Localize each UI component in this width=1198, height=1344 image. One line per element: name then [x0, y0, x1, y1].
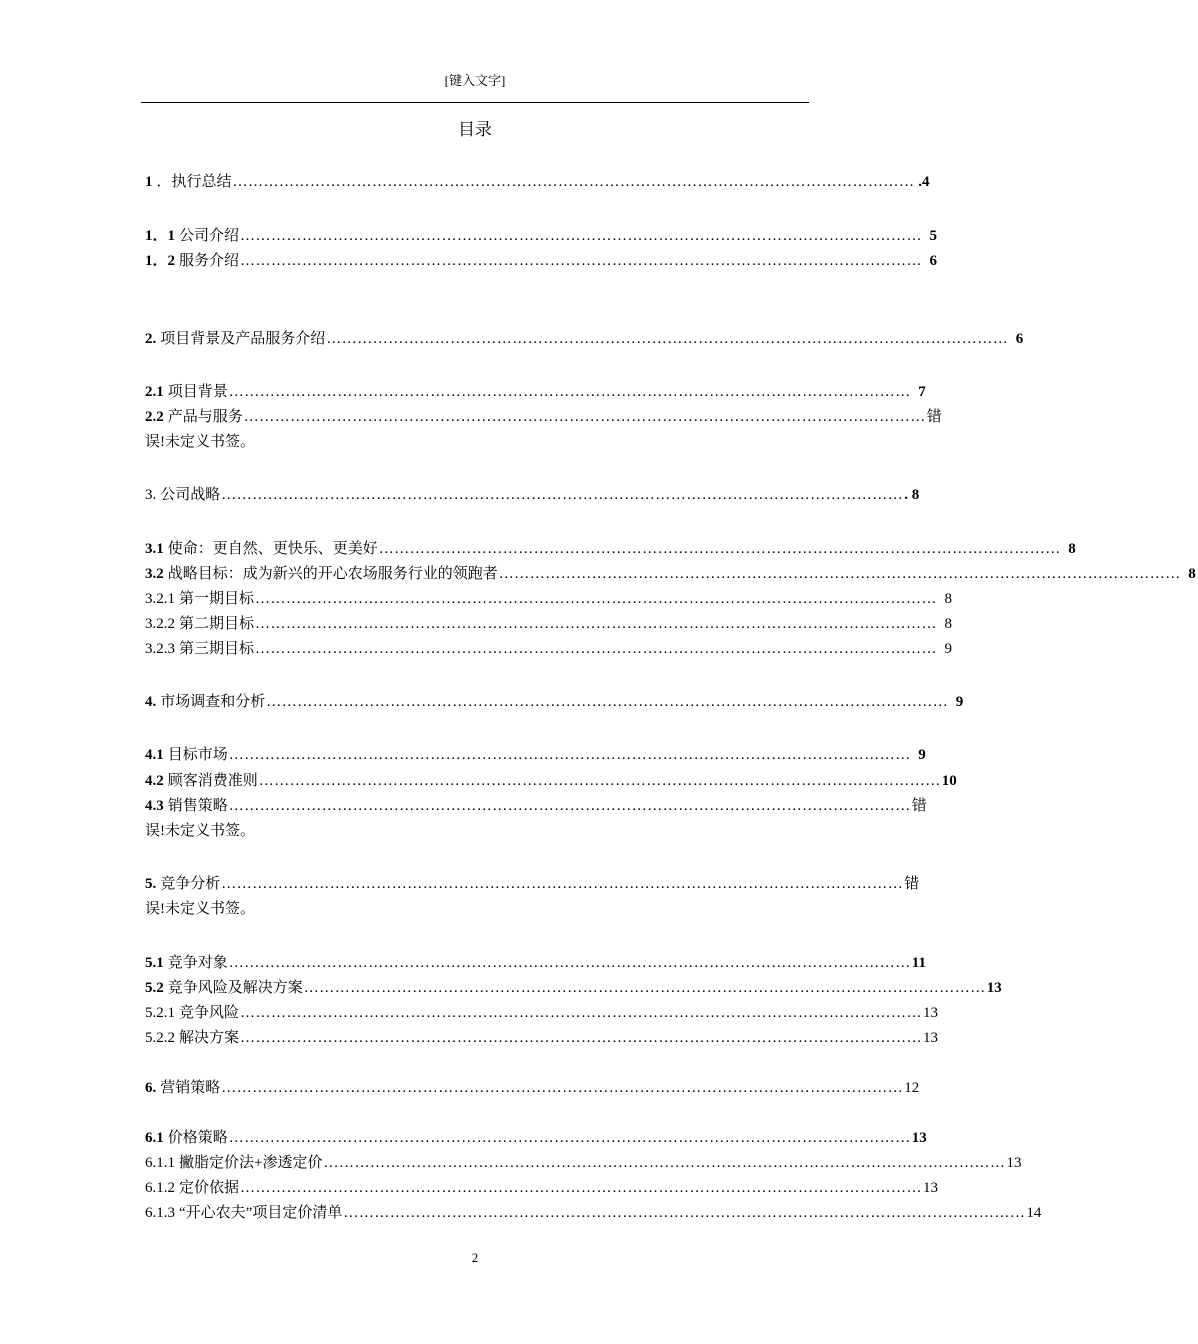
- toc-entry-title: 目标市场: [167, 747, 228, 763]
- toc-entry-page: 8: [1188, 566, 1196, 582]
- toc-entry-number: 6.1: [145, 1130, 164, 1146]
- toc-entry-title: 第一期目标: [179, 591, 255, 607]
- toc-entry[interactable]: [145, 1003, 939, 1023]
- toc-entry-label: [145, 589, 254, 609]
- toc-leader-dots: ……………………………………………………………………………………………………………………: [240, 1005, 923, 1021]
- toc-entry-title: 第三期目标: [179, 641, 255, 657]
- toc-entry[interactable]: [145, 329, 1024, 349]
- toc-entry[interactable]: [145, 1203, 1042, 1223]
- toc-entry[interactable]: [145, 796, 927, 816]
- header-divider: [141, 102, 809, 103]
- toc-leader-dots: ……………………………………………………………………………………………………………………: [266, 694, 949, 710]
- toc-entry-page: 11: [911, 955, 926, 971]
- toc-entry-page: 10: [941, 773, 957, 789]
- toc-entry-label: [145, 1153, 322, 1173]
- toc-entry-page: 13: [923, 1005, 939, 1021]
- toc-entry-page: 13: [923, 1030, 939, 1046]
- toc-entry-label: [145, 564, 498, 584]
- toc-entry-number: 3.2.1: [145, 591, 175, 607]
- toc-entry-label: [145, 251, 239, 271]
- page-number: 2: [471, 1250, 479, 1265]
- toc-entry-number: 5.2: [145, 980, 164, 996]
- toc-leader-dots: ……………………………………………………………………………………………………………………: [255, 591, 938, 607]
- toc-entry[interactable]: [145, 1078, 920, 1098]
- toc-entry-number: 1．1: [145, 228, 176, 244]
- toc-entry-title: 定价依据: [179, 1180, 240, 1196]
- toc-entry-page: . 8: [904, 487, 920, 503]
- toc-entry-label: [145, 1028, 239, 1048]
- toc-entry-title: 竞争对象: [167, 955, 228, 971]
- toc-entry-page: 错: [911, 798, 927, 814]
- toc-entry[interactable]: [145, 382, 926, 402]
- toc-entry[interactable]: [145, 226, 938, 246]
- toc-entry-label: [145, 745, 228, 765]
- toc-leader-dots: ……………………………………………………………………………………………………………………: [323, 1155, 1006, 1171]
- toc-entry-page: 13: [911, 1130, 927, 1146]
- toc-leader-dots: ……………………………………………………………………………………………………………………: [378, 541, 1061, 557]
- toc-leader-dots: ……………………………………………………………………………………………………………………: [228, 955, 911, 971]
- toc-leader-dots: ……………………………………………………………………………………………………………………: [303, 980, 986, 996]
- toc-entry-title: 第二期目标: [179, 616, 255, 632]
- toc-entry-label: [145, 978, 303, 998]
- toc-entry-continuation: 误!未定义书签。: [145, 901, 255, 917]
- toc-entry-label: [145, 407, 243, 427]
- toc-entry-page: 7: [918, 384, 926, 400]
- toc-leader-dots: ……………………………………………………………………………………………………………………: [243, 409, 926, 425]
- toc-entry-continuation: 误!未定义书签。: [145, 823, 255, 839]
- toc-entry-label: [145, 1178, 239, 1198]
- toc-title: 目录: [458, 120, 492, 139]
- toc-entry-number: 4.: [145, 694, 157, 710]
- toc-entry-title: 产品与服务: [167, 409, 243, 425]
- toc-entry-number: 5.2.1: [145, 1005, 175, 1021]
- toc-entry-label: [145, 226, 239, 246]
- toc-entry-label: [145, 953, 228, 973]
- toc-entry-title: 公司战略: [160, 487, 221, 503]
- toc-entry-page: 9: [918, 747, 926, 763]
- toc-leader-dots: ……………………………………………………………………………………………………………………: [255, 616, 938, 632]
- toc-entry-title: 使命：更自然、更快乐、更美好: [167, 541, 378, 557]
- toc-entry-title: “开心农夫”项目定价清单: [179, 1205, 343, 1221]
- toc-entry-page: 13: [986, 980, 1002, 996]
- toc-entry-number: 5.: [145, 876, 157, 892]
- toc-leader-dots: ……………………………………………………………………………………………………………………: [258, 773, 941, 789]
- toc-entry-number: 5.2.2: [145, 1030, 175, 1046]
- toc-entry-page: 8: [944, 616, 953, 632]
- toc-entry-page: .4: [918, 174, 930, 190]
- toc-entry-label: [145, 796, 228, 816]
- toc-entry-label: [145, 1128, 228, 1148]
- toc-entry-number: 2.1: [145, 384, 164, 400]
- toc-leader-dots: ……………………………………………………………………………………………………………………: [255, 641, 938, 657]
- toc-entry[interactable]: [145, 589, 953, 609]
- toc-entry-page: 6: [1015, 331, 1024, 347]
- toc-entry-page: 6: [929, 253, 938, 269]
- toc-entry-page: 错: [926, 409, 942, 425]
- toc-entry-title: 项目背景及产品服务介绍: [160, 331, 326, 347]
- toc-entry-continuation: 误!未定义书签。: [145, 434, 255, 450]
- toc-entry-page: 8: [944, 591, 953, 607]
- toc-leader-dots: ……………………………………………………………………………………………………………………: [343, 1205, 1026, 1221]
- toc-entry[interactable]: [145, 1153, 1022, 1173]
- toc-entry-number: 3.1: [145, 541, 164, 557]
- toc-entry-number: 5.1: [145, 955, 164, 971]
- toc-entry-number: 3.2.3: [145, 641, 175, 657]
- toc-entry-page: 9: [944, 641, 953, 657]
- toc-entry[interactable]: [145, 771, 957, 791]
- toc-entry-title: 公司介绍: [179, 228, 240, 244]
- toc-entry[interactable]: [145, 639, 953, 659]
- toc-entry-label: [145, 382, 228, 402]
- toc-entry[interactable]: [145, 1128, 927, 1148]
- toc-entry[interactable]: [145, 407, 942, 427]
- toc-entry-label: [145, 874, 220, 894]
- toc-leader-dots: ……………………………………………………………………………………………………………………: [221, 1080, 904, 1096]
- toc-entry-label: [145, 329, 325, 349]
- toc-leader-dots: ……………………………………………………………………………………………………………………: [228, 1130, 911, 1146]
- toc-leader-dots: ……………………………………………………………………………………………………………………: [221, 487, 904, 503]
- toc-entry-label: [145, 639, 254, 659]
- toc-entry[interactable]: [145, 745, 926, 765]
- toc-entry-page: 13: [923, 1180, 939, 1196]
- toc-entry-label: [145, 1203, 342, 1223]
- toc-entry-title: 市场调查和分析: [160, 694, 266, 710]
- toc-entry-label: [145, 172, 232, 192]
- toc-entry-number: 6.1.1: [145, 1155, 175, 1171]
- toc-entry-page: 5: [929, 228, 938, 244]
- toc-entry[interactable]: [145, 874, 920, 894]
- toc-entry-label: [145, 614, 254, 634]
- toc-entry-page: 9: [955, 694, 964, 710]
- toc-leader-dots: ……………………………………………………………………………………………………………………: [240, 1030, 923, 1046]
- toc-entry-number: 4.3: [145, 798, 164, 814]
- toc-entry[interactable]: [145, 978, 1002, 998]
- toc-entry-label: [145, 771, 258, 791]
- toc-entry-title: 撇脂定价法+渗透定价: [179, 1155, 323, 1171]
- toc-leader-dots: ……………………………………………………………………………………………………………………: [240, 1180, 923, 1196]
- toc-entry-number: 6.1.3: [145, 1205, 175, 1221]
- toc-leader-dots: ……………………………………………………………………………………………………………………: [240, 228, 923, 244]
- toc-entry-number: 4.2: [145, 773, 164, 789]
- toc-leader-dots: ……………………………………………………………………………………………………………………: [240, 253, 923, 269]
- toc-entry-page: 13: [1006, 1155, 1022, 1171]
- toc-entry-page: 8: [1068, 541, 1076, 557]
- toc-entry[interactable]: [145, 539, 1076, 559]
- toc-entry[interactable]: [145, 1028, 939, 1048]
- toc-entry-title: 竞争分析: [160, 876, 221, 892]
- toc-entry-title: 服务介绍: [179, 253, 240, 269]
- toc-leader-dots: ……………………………………………………………………………………………………………………: [228, 384, 911, 400]
- toc-entry-label: [145, 485, 220, 505]
- toc-entry-number: 6.: [145, 1080, 157, 1096]
- toc-entry-title: 营销策略: [160, 1080, 221, 1096]
- toc-entry-title: 竞争风险: [179, 1005, 240, 1021]
- toc-entry-number: 1: [145, 174, 153, 190]
- toc-entry[interactable]: [145, 485, 920, 505]
- toc-entry-number: 2.: [145, 331, 157, 347]
- toc-entry-number: 6.1.2: [145, 1180, 175, 1196]
- toc-entry-title: 价格策略: [167, 1130, 228, 1146]
- toc-leader-dots: ……………………………………………………………………………………………………………………: [498, 566, 1181, 582]
- toc-entry-number: 3.2: [145, 566, 164, 582]
- toc-entry-number: 1．2: [145, 253, 176, 269]
- toc-entry-title: 顾客消费准则: [167, 773, 258, 789]
- toc-entry-number: 3.: [145, 487, 157, 503]
- toc-entry-number: 4.1: [145, 747, 164, 763]
- toc-entry-page: 错: [904, 876, 920, 892]
- toc-leader-dots: ……………………………………………………………………………………………………………………: [326, 331, 1009, 347]
- toc-entry[interactable]: [145, 172, 930, 192]
- toc-entry-page: 12: [904, 1080, 920, 1096]
- toc-entry[interactable]: [145, 692, 964, 712]
- toc-entry[interactable]: [145, 251, 938, 271]
- toc-entry[interactable]: [145, 1178, 939, 1198]
- toc-entry-label: [145, 1003, 239, 1023]
- toc-entry-number: 2.2: [145, 409, 164, 425]
- toc-leader-dots: ……………………………………………………………………………………………………………………: [228, 747, 911, 763]
- toc-entry[interactable]: [145, 564, 1196, 584]
- toc-leader-dots: ……………………………………………………………………………………………………………………: [232, 174, 915, 190]
- toc-leader-dots: ……………………………………………………………………………………………………………………: [221, 876, 904, 892]
- toc-entry-page: 14: [1026, 1205, 1042, 1221]
- toc-entry-label: [145, 539, 378, 559]
- toc-entry-title: 战略目标：成为新兴的开心农场服务行业的领跑者: [167, 566, 498, 582]
- toc-entry-label: [145, 1078, 220, 1098]
- toc-entry-number: 3.2.2: [145, 616, 175, 632]
- toc-leader-dots: ……………………………………………………………………………………………………………………: [228, 798, 911, 814]
- page-header: [键入文字]: [444, 73, 506, 88]
- toc-entry-label: [145, 692, 265, 712]
- toc-entry[interactable]: [145, 953, 926, 973]
- toc-entry-title: 销售策略: [167, 798, 228, 814]
- toc-entry-title: 解决方案: [179, 1030, 240, 1046]
- toc-entry-title: 竞争风险及解决方案: [167, 980, 303, 996]
- toc-entry[interactable]: [145, 614, 953, 634]
- toc-entry-title: 项目背景: [167, 384, 228, 400]
- toc-entry-title: ．执行总结: [156, 174, 232, 190]
